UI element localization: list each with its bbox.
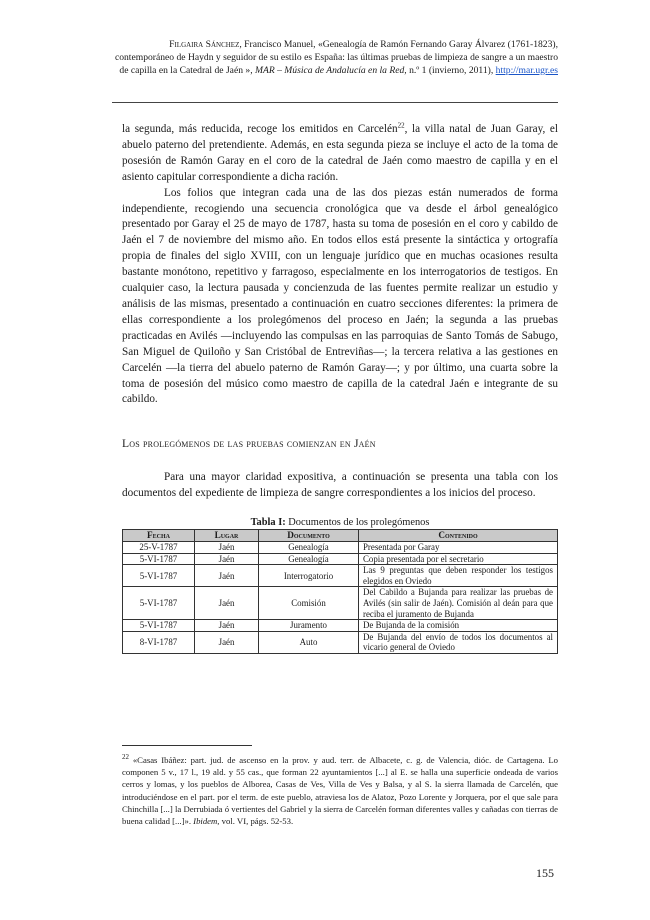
cell-contenido: Copia presentada por el secretario [359, 553, 558, 565]
page-number: 155 [536, 866, 554, 880]
header-divider [112, 102, 558, 103]
table-row [123, 631, 558, 653]
header-link[interactable]: http://mar.ugr.es [495, 65, 558, 76]
cell-documento: Genealogía [259, 542, 359, 554]
running-header [112, 38, 558, 77]
cell-fecha: 5-VI-1787 [123, 553, 195, 565]
body-text [122, 122, 558, 654]
cell-contenido: De Bujanda de la comisión [359, 620, 558, 632]
cell-contenido: De Bujanda del envío de todos los documentos al vicario general de Oviedo [359, 631, 558, 653]
table-row [123, 565, 558, 587]
cell-contenido: Las 9 preguntas que deben responder los testigos elegidos en Oviedo [359, 565, 558, 587]
header-documento: Documento [259, 530, 359, 542]
cell-fecha: 25-V-1787 [123, 542, 195, 554]
documents-table [122, 529, 558, 654]
table-row [123, 542, 558, 554]
section-title: Los prolegómenos de las pruebas comienzan en Jaén [122, 437, 376, 451]
cell-documento: Comisión [259, 587, 359, 620]
cell-contenido: Presentada por Garay [359, 542, 558, 554]
paragraph-2: Los folios que integran cada una de las dos piezas están numerados de forma independiente, recogiendo una secuencia cronológica que va desde el árbol genealógico presentado por Garay el 25 de mayo de 1787, hasta su toma de posesión en el coro y cabildo de Jaén el 7 de noviembre del mismo año. En todos ellos está presente la sintáctica y ortografía propia de finales del siglo XVIII, con un lenguaje jurídico que en muchas ocasiones resulta bastante monótono, repetitivo y farragoso, especialmente en los interrogatorios de testigos. En cualquier caso, la lectura pausada y concienzuda de las fuentes permite realizar un estudio y análisis de las mismas, presentado a continuación en cuatro secciones diferentes: la primera de ellas correspondiente a los prolegómenos del proceso en Jaén; la segunda a las pruebas practicadas en Avilés —incluyendo las compulsas en las parroquias de Santo Tomás de Sabugo, San Miguel de Quiloño y San Cristóbal de Entreviñas—; la tercera relativa a las gestiones en Carcelén —la tierra del abuelo paterno de Ramón Garay—; y por último, una cuarta sobre la toma de posesión del músico como maestro de capilla de la catedral Jaén e integrante de su cabildo. [122, 186, 558, 406]
cell-lugar: Jaén [195, 620, 259, 632]
paragraph-1 [122, 122, 558, 186]
table-row [123, 587, 558, 620]
header-author: Filgaira Sánchez, [169, 39, 242, 50]
cell-lugar: Jaén [195, 565, 259, 587]
table-row [123, 620, 558, 632]
cell-lugar: Jaén [195, 542, 259, 554]
cell-lugar: Jaén [195, 631, 259, 653]
footnote-22 [122, 754, 558, 827]
cell-documento: Interrogatorio [259, 565, 359, 587]
header-lugar: Lugar [195, 530, 259, 542]
cell-lugar: Jaén [195, 587, 259, 620]
header-fecha: Fecha [123, 530, 195, 542]
table-caption-label: Tabla I: [250, 517, 286, 529]
footnote-text: «Casas Ibáñez: part. jud. de ascenso en la prov. y aud. terr. de Albacete, c. g. de Valencia, dióc. de Cartagena. Lo componen 5 v., 17 l., 19 ald. y 55 cas., que forman 22 ayuntamientos [...] al E. se halla una superficie ondeada de varios cerros y lomas, y los pueblos de Alborea, Casas de Ves, Villa de Ves y Balsa, y al S. la sierra llamada de Carcelén, que introduciéndose en el part. por el term. de este pueblo, atraviesa los de Alatoz, Pozo Lorente y Jorquera, por el que sale para Chinchilla [...] la Derrubiada ó vertientes del Gabriel y la sierra de Carcelén forman diferentes valles y cañadas con tierras de buena calidad [...]». [122, 755, 558, 827]
cell-fecha: 5-VI-1787 [123, 620, 195, 632]
footnote-tail: , vol. VI, págs. 52-53. [217, 816, 294, 827]
header-contenido: Contenido [359, 530, 558, 542]
paragraph-3: Para una mayor claridad expositiva, a continuación se presenta una tabla con los documentos del expediente de limpieza de sangre correspondientes a los inicios del proceso. [122, 471, 558, 500]
cell-lugar: Jaén [195, 553, 259, 565]
table-header-row [123, 530, 558, 542]
cell-fecha: 5-VI-1787 [123, 565, 195, 587]
cell-documento: Juramento [259, 620, 359, 632]
paragraph-1-text-b: , la villa natal de Juan Garay, el abuelo paterno del pretendiente. Además, en esta segunda pieza se incluye el acto de la toma de posesión de Ramón Garay en el coro de la catedral de Jaén como maestro de capilla y en el asiento capitular correspondiente a dicha ración. [122, 123, 558, 183]
cell-documento: Auto [259, 631, 359, 653]
table-caption-text: Documentos de los prolegómenos [285, 517, 430, 529]
table-caption [122, 516, 558, 529]
paragraph-1-text-a: la segunda, más reducida, recoge los emitidos en Carcelén [122, 123, 398, 135]
footnote-number: 22 [122, 753, 129, 762]
cell-fecha: 5-VI-1787 [123, 587, 195, 620]
cell-documento: Genealogía [259, 553, 359, 565]
cell-fecha: 8-VI-1787 [123, 631, 195, 653]
footnote-ref-22[interactable]: 22 [397, 121, 405, 130]
cell-contenido: Del Cabildo a Bujanda para realizar las pruebas de Avilés (sin salir de Jaén). Comisión al deán para que reciba el juramento de Bujanda [359, 587, 558, 620]
header-citation-a: Francisco Manuel, «Genealogía de Ramón Fernando Garay Álvarez (1761-1823), contemporáneo de Haydn y seguidor de su estilo es España: las últimas pruebas de limpieza de sangre a un maestro de capilla en la Catedral de Jaén », [114, 39, 558, 76]
footnote-divider [122, 745, 252, 746]
header-journal: MAR – Música de Andalucía en la Red, [255, 65, 407, 76]
table-row [123, 553, 558, 565]
header-citation-b: n.º 1 (invierno, 2011), [406, 65, 496, 76]
footnote-ibidem: Ibidem [193, 816, 218, 827]
